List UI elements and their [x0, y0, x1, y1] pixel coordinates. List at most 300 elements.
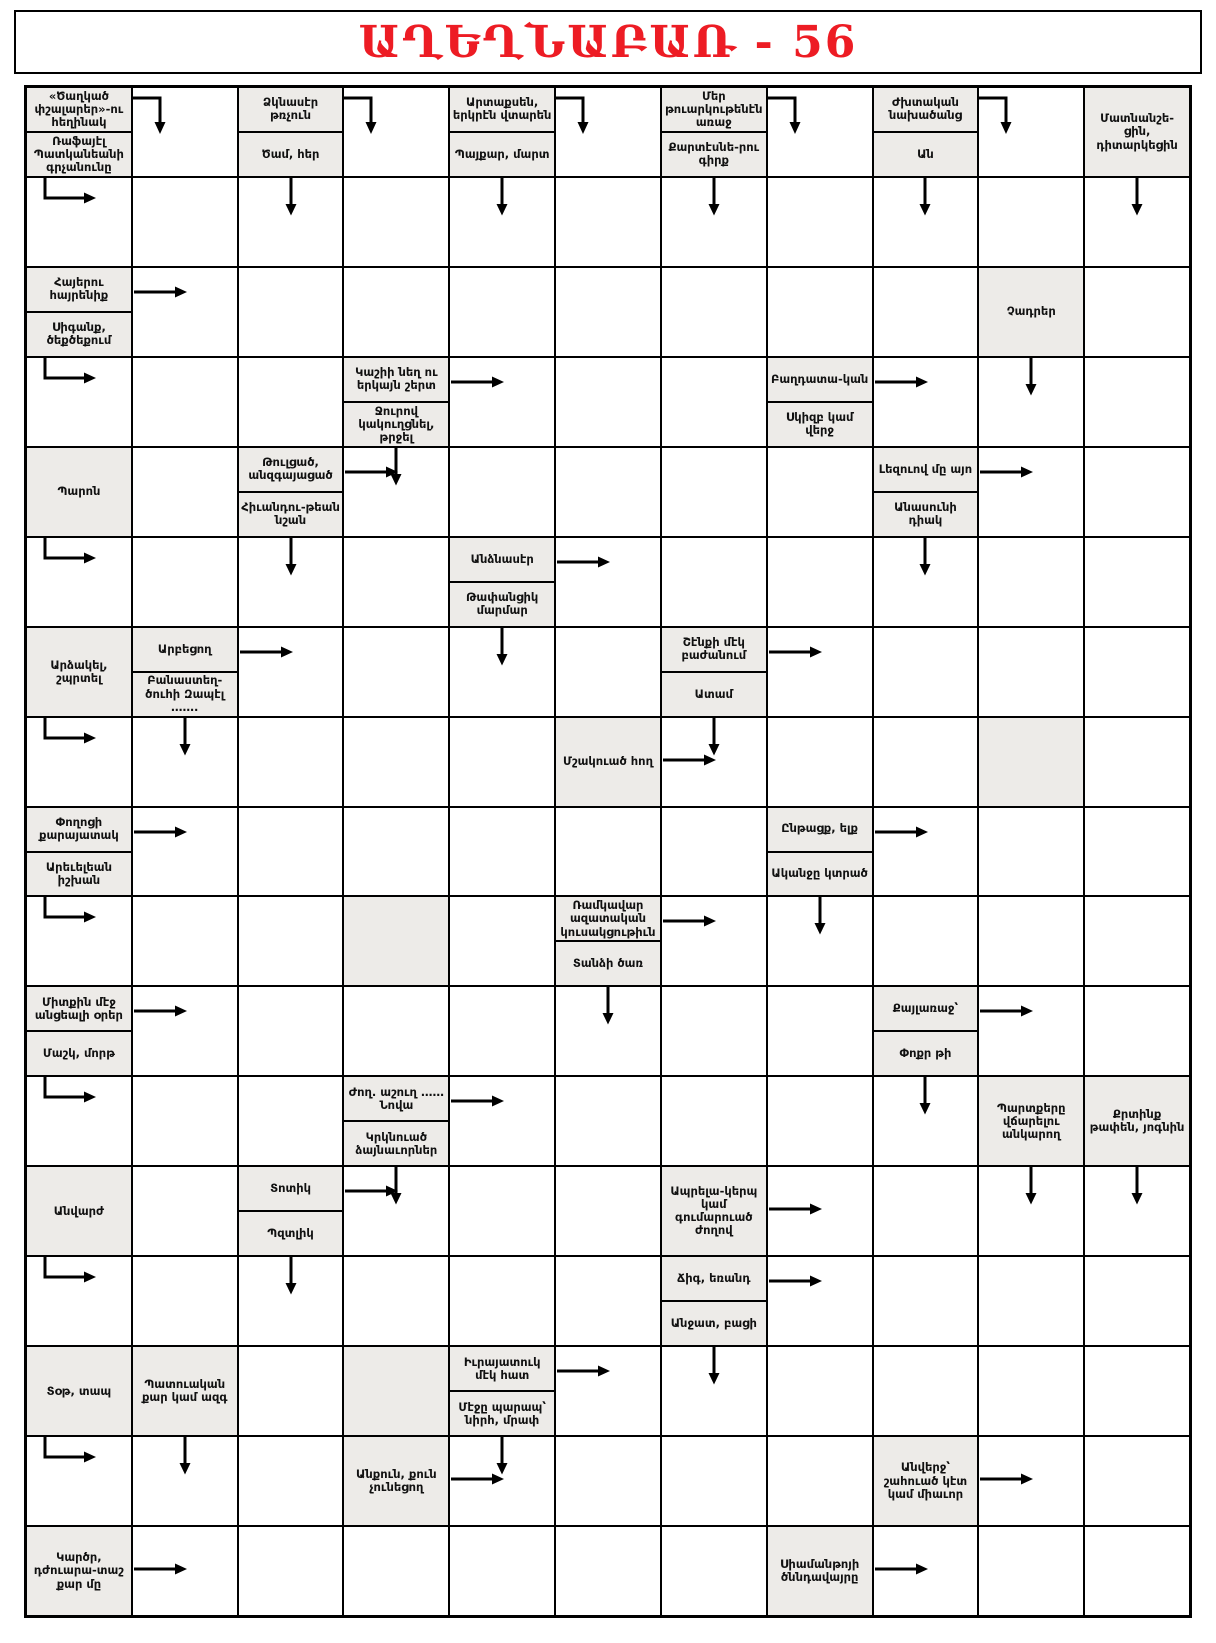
clue-bottom-text: Պզտլիկ	[267, 1226, 314, 1241]
answer-cell-r16c8[interactable]	[768, 1437, 872, 1525]
answer-cell-r2c10[interactable]	[979, 178, 1083, 266]
arrow-elbow-down-icon	[344, 96, 386, 136]
answer-cell-r17c7[interactable]	[662, 1527, 766, 1615]
arrow-right-icon	[451, 1473, 505, 1485]
answer-cell-r13c10[interactable]	[979, 1167, 1083, 1255]
answer-cell-r12c9[interactable]	[874, 1077, 978, 1165]
answer-cell-r8c8[interactable]	[768, 718, 872, 806]
answer-cell-r14c4[interactable]	[344, 1257, 448, 1345]
clue-bottom-text: Մաշկ, մորթ	[42, 1046, 115, 1061]
answer-cell-r6c7[interactable]	[662, 538, 766, 626]
clue-bottom-text: Կրկնուած ձայնաւորներ	[355, 1129, 438, 1157]
answer-cell-r17c5[interactable]	[450, 1527, 554, 1615]
clue-cell-r7c1	[27, 628, 131, 716]
answer-cell-r14c9[interactable]	[874, 1257, 978, 1345]
clue-text: Ապրելա-կերպ կամ գումարուած ժողով	[670, 1184, 758, 1238]
arrow-right-icon	[240, 646, 294, 658]
clue-cell-r17c1	[27, 1527, 131, 1615]
arrow-right-icon	[134, 1005, 188, 1017]
clue-cell-r3c10	[979, 268, 1083, 356]
clue-top-text: Ժող. աշուղ …… Նովա	[344, 1077, 448, 1122]
clue-top-text: Թուլցած, անզգայացած	[239, 448, 343, 493]
clue-text: Սիամանթոյի ծննդավայրը	[780, 1556, 860, 1585]
answer-cell-r4c3[interactable]	[239, 358, 343, 446]
arrow-down-icon	[179, 1437, 191, 1475]
clue-top-text: Կաշիի նեղ ու երկայն շերտ	[344, 358, 448, 403]
clue-top-text: Փողոցի քարայատակ	[27, 808, 131, 853]
answer-cell-r13c11[interactable]	[1085, 1167, 1189, 1255]
answer-cell-r1c2[interactable]	[133, 88, 237, 176]
answer-cell-r15c10[interactable]	[979, 1347, 1083, 1435]
answer-cell-r10c7[interactable]	[662, 897, 766, 985]
answer-cell-r11c7[interactable]	[662, 987, 766, 1075]
answer-cell-r3c6[interactable]	[556, 268, 660, 356]
answer-cell-r9c10[interactable]	[979, 808, 1083, 896]
clue-cell-r8c6	[556, 718, 660, 806]
clue-text: Չադրեր	[1006, 304, 1056, 319]
answer-cell-r11c10[interactable]	[979, 987, 1083, 1075]
clue-bottom-text: Ատամ	[694, 686, 733, 701]
answer-cell-r17c3[interactable]	[239, 1527, 343, 1615]
clue-cell-r9c1	[27, 808, 131, 896]
answer-cell-r8c3[interactable]	[239, 718, 343, 806]
clue-cell-r16c9	[874, 1437, 978, 1525]
arrow-down-icon	[285, 538, 297, 576]
arrow-down-icon	[1131, 178, 1143, 216]
answer-cell-r11c11[interactable]	[1085, 987, 1189, 1075]
clue-text: Պարտքերը վճարելու անկարող	[997, 1100, 1066, 1141]
arrow-down-icon	[496, 178, 508, 216]
answer-cell-r7c3[interactable]	[239, 628, 343, 716]
arrow-elbow-right-icon	[43, 358, 99, 388]
clue-bottom-text: Պայքար, մարտ	[454, 146, 550, 161]
clue-top-text: «Ծաղկած փշալարեր»-ու հեղինակ	[27, 88, 131, 133]
answer-cell-r2c8[interactable]	[768, 178, 872, 266]
clue-cell-r4c4	[344, 358, 448, 446]
answer-cell-r5c10[interactable]	[979, 448, 1083, 536]
arrow-right-icon	[875, 1563, 929, 1575]
answer-cell-r10c11[interactable]	[1085, 897, 1189, 985]
arrow-down-icon	[1025, 1167, 1037, 1205]
arrow-right-icon	[875, 826, 929, 838]
answer-cell-r10c8[interactable]	[768, 897, 872, 985]
answer-cell-r15c7[interactable]	[662, 1347, 766, 1435]
answer-cell-r7c5[interactable]	[450, 628, 554, 716]
arrow-down-icon	[285, 1257, 297, 1295]
answer-cell-r4c1[interactable]	[27, 358, 131, 446]
clue-bottom-text: Արեւելեան իշխան	[45, 859, 112, 887]
arrow-down-icon	[919, 538, 931, 576]
answer-cell-r7c10[interactable]	[979, 628, 1083, 716]
arrow-right-icon	[769, 646, 823, 658]
answer-cell-r4c6[interactable]	[556, 358, 660, 446]
answer-cell-r3c9[interactable]	[874, 268, 978, 356]
answer-cell-r3c8[interactable]	[768, 268, 872, 356]
answer-cell-r8c11[interactable]	[1085, 718, 1189, 806]
clue-bottom-text: Սկիզբ կամ վերջ	[785, 410, 854, 438]
answer-cell-r5c5[interactable]	[450, 448, 554, 536]
answer-cell-r10c2[interactable]	[133, 897, 237, 985]
arrow-elbow-right-icon	[43, 1077, 99, 1107]
answer-cell-r13c6[interactable]	[556, 1167, 660, 1255]
clue-cell-r12c4	[344, 1077, 448, 1165]
clue-bottom-text: Ջուրով կակուղցնել, թրջել	[358, 403, 435, 444]
blocked-cell	[344, 1347, 448, 1435]
answer-cell-r8c7[interactable]	[662, 718, 766, 806]
clue-bottom-text: Քարտէսնե-րու գիրք	[668, 140, 760, 168]
arrow-down-icon	[708, 718, 720, 756]
answer-cell-r10c3[interactable]	[239, 897, 343, 985]
answer-cell-r17c10[interactable]	[979, 1527, 1083, 1615]
answer-cell-r4c7[interactable]	[662, 358, 766, 446]
answer-cell-r5c2[interactable]	[133, 448, 237, 536]
clue-bottom-text: Անջատ, բացի	[670, 1316, 757, 1331]
arrow-elbow-down-icon	[979, 96, 1021, 136]
arrow-down-icon	[602, 987, 614, 1025]
answer-cell-r12c6[interactable]	[556, 1077, 660, 1165]
clue-text: Մշակուած հող	[563, 753, 653, 768]
answer-cell-r6c3[interactable]	[239, 538, 343, 626]
puzzle-grid	[24, 85, 1192, 1618]
clue-text: Մատնանշե-ցին, դիտարկեցին	[1096, 111, 1178, 152]
answer-cell-r14c10[interactable]	[979, 1257, 1083, 1345]
arrow-elbow-right-icon	[43, 1437, 99, 1467]
answer-cell-r9c11[interactable]	[1085, 808, 1189, 896]
answer-cell-r11c4[interactable]	[344, 987, 448, 1075]
clue-cell-r16c4	[344, 1437, 448, 1525]
answer-cell-r6c9[interactable]	[874, 538, 978, 626]
answer-cell-r1c4[interactable]	[344, 88, 448, 176]
clue-top-text: Իւրայատուկ մէկ հատ	[450, 1347, 554, 1392]
arrow-down-icon	[390, 1167, 402, 1205]
clue-bottom-text: Ծամ, հեր	[261, 146, 320, 161]
answer-cell-r17c9[interactable]	[874, 1527, 978, 1615]
answer-cell-r11c2[interactable]	[133, 987, 237, 1075]
answer-cell-r14c2[interactable]	[133, 1257, 237, 1345]
answer-cell-r9c5[interactable]	[450, 808, 554, 896]
answer-cell-r15c3[interactable]	[239, 1347, 343, 1435]
clue-top-text: Ընթացք, ելք	[768, 808, 872, 853]
clue-cell-r15c1	[27, 1347, 131, 1435]
arrow-right-icon	[875, 376, 929, 388]
arrow-right-icon	[980, 1005, 1034, 1017]
arrow-right-icon	[134, 1563, 188, 1575]
answer-cell-r16c5[interactable]	[450, 1437, 554, 1525]
arrow-right-icon	[134, 286, 188, 298]
arrow-down-icon	[708, 178, 720, 216]
answer-cell-r2c6[interactable]	[556, 178, 660, 266]
answer-cell-r2c3[interactable]	[239, 178, 343, 266]
answer-cell-r5c8[interactable]	[768, 448, 872, 536]
answer-cell-r12c7[interactable]	[662, 1077, 766, 1165]
answer-cell-r3c4[interactable]	[344, 268, 448, 356]
arrow-right-icon	[557, 556, 611, 568]
arrow-elbow-down-icon	[133, 96, 175, 136]
arrow-down-icon	[285, 178, 297, 216]
answer-cell-r2c4[interactable]	[344, 178, 448, 266]
clue-cell-r7c7	[662, 628, 766, 716]
clue-text: Տօթ, տապ	[46, 1383, 112, 1398]
clue-cell-r13c1	[27, 1167, 131, 1255]
answer-cell-r2c9[interactable]	[874, 178, 978, 266]
answer-cell-r16c2[interactable]	[133, 1437, 237, 1525]
answer-cell-r12c1[interactable]	[27, 1077, 131, 1165]
answer-cell-r16c6[interactable]	[556, 1437, 660, 1525]
arrow-elbow-down-icon	[556, 96, 598, 136]
answer-cell-r1c8[interactable]	[768, 88, 872, 176]
arrow-elbow-right-icon	[43, 718, 99, 748]
clue-cell-r5c3	[239, 448, 343, 536]
arrow-elbow-down-icon	[768, 96, 810, 136]
answer-cell-r16c1[interactable]	[27, 1437, 131, 1525]
clue-text: Արձակել, շպրտել	[50, 657, 108, 685]
clue-top-text: Բաղդատա-կան	[768, 358, 872, 403]
clue-cell-r4c8	[768, 358, 872, 446]
answer-cell-r16c10[interactable]	[979, 1437, 1083, 1525]
answer-cell-r15c11[interactable]	[1085, 1347, 1189, 1435]
answer-cell-r2c11[interactable]	[1085, 178, 1189, 266]
answer-cell-r7c6[interactable]	[556, 628, 660, 716]
answer-cell-r13c5[interactable]	[450, 1167, 554, 1255]
clue-cell-r1c11	[1085, 88, 1189, 176]
answer-cell-r11c6[interactable]	[556, 987, 660, 1075]
answer-cell-r8c1[interactable]	[27, 718, 131, 806]
answer-cell-r10c5[interactable]	[450, 897, 554, 985]
arrow-right-icon	[663, 754, 717, 766]
clue-bottom-text: Ան	[917, 146, 934, 161]
answer-cell-r9c7[interactable]	[662, 808, 766, 896]
arrow-down-icon	[1025, 358, 1037, 396]
answer-cell-r15c6[interactable]	[556, 1347, 660, 1435]
answer-cell-r8c4[interactable]	[344, 718, 448, 806]
clue-top-text: Միտքին մէջ անցեալի օրեր	[27, 987, 131, 1032]
answer-cell-r3c3[interactable]	[239, 268, 343, 356]
answer-cell-r14c3[interactable]	[239, 1257, 343, 1345]
clue-top-text: Լեզուով մը այո	[874, 448, 978, 493]
answer-cell-r3c7[interactable]	[662, 268, 766, 356]
clue-bottom-text: Հիւանդու-թեան նշան	[241, 500, 340, 528]
answer-cell-r7c4[interactable]	[344, 628, 448, 716]
answer-cell-r11c5[interactable]	[450, 987, 554, 1075]
arrow-down-icon	[496, 1437, 508, 1475]
answer-cell-r5c6[interactable]	[556, 448, 660, 536]
clue-text: Անվարժ	[53, 1203, 105, 1218]
clue-cell-r13c3	[239, 1167, 343, 1255]
arrow-down-icon	[390, 448, 402, 486]
clue-top-text: Ռամկավար ազատական կուսակցութիւն	[556, 897, 660, 942]
answer-cell-r15c9[interactable]	[874, 1347, 978, 1435]
clue-cell-r5c1	[27, 448, 131, 536]
answer-cell-r6c2[interactable]	[133, 538, 237, 626]
clue-cell-r15c5	[450, 1347, 554, 1435]
clue-text: Պարոն	[57, 484, 101, 499]
arrow-down-icon	[708, 1347, 720, 1385]
answer-cell-r7c9[interactable]	[874, 628, 978, 716]
answer-cell-r4c11[interactable]	[1085, 358, 1189, 446]
answer-cell-r3c5[interactable]	[450, 268, 554, 356]
arrow-right-icon	[345, 466, 399, 478]
clue-bottom-text: Տանձի ծառ	[572, 956, 644, 971]
clue-top-text: Անձնասէր	[450, 538, 554, 583]
answer-cell-r16c7[interactable]	[662, 1437, 766, 1525]
clue-text: Քրտինք թափեն, յոգնին	[1089, 1107, 1185, 1135]
clue-cell-r10c6	[556, 897, 660, 985]
answer-cell-r6c11[interactable]	[1085, 538, 1189, 626]
clue-cell-r15c2	[133, 1347, 237, 1435]
clue-cell-r1c7	[662, 88, 766, 176]
answer-cell-r5c11[interactable]	[1085, 448, 1189, 536]
answer-cell-r13c4[interactable]	[344, 1167, 448, 1255]
answer-cell-r9c6[interactable]	[556, 808, 660, 896]
clue-cell-r9c8	[768, 808, 872, 896]
answer-cell-r1c6[interactable]	[556, 88, 660, 176]
answer-cell-r3c11[interactable]	[1085, 268, 1189, 356]
clue-text: Անվերջ՝ շահուած կէտ կամ միաւոր	[883, 1460, 968, 1501]
answer-cell-r2c5[interactable]	[450, 178, 554, 266]
answer-cell-r9c3[interactable]	[239, 808, 343, 896]
puzzle-title: ԱՂԵՂՆԱԲԱՌ - 56	[358, 16, 858, 68]
clue-top-text: Արտաքսեն, երկրէն վտարեն	[450, 88, 554, 133]
arrow-right-icon	[451, 1095, 505, 1107]
answer-cell-r2c1[interactable]	[27, 178, 131, 266]
arrow-right-icon	[980, 466, 1034, 478]
answer-cell-r13c8[interactable]	[768, 1167, 872, 1255]
clue-cell-r12c10	[979, 1077, 1083, 1165]
answer-cell-r6c6[interactable]	[556, 538, 660, 626]
answer-cell-r10c10[interactable]	[979, 897, 1083, 985]
answer-cell-r5c7[interactable]	[662, 448, 766, 536]
answer-cell-r7c11[interactable]	[1085, 628, 1189, 716]
answer-cell-r4c10[interactable]	[979, 358, 1083, 446]
answer-cell-r6c1[interactable]	[27, 538, 131, 626]
answer-cell-r15c8[interactable]	[768, 1347, 872, 1435]
answer-cell-r17c4[interactable]	[344, 1527, 448, 1615]
answer-cell-r4c2[interactable]	[133, 358, 237, 446]
answer-cell-r2c2[interactable]	[133, 178, 237, 266]
clue-cell-r1c1	[27, 88, 131, 176]
clue-bottom-text: Ականջը կտրած	[771, 866, 868, 881]
answer-cell-r7c8[interactable]	[768, 628, 872, 716]
answer-cell-r6c4[interactable]	[344, 538, 448, 626]
answer-cell-r14c6[interactable]	[556, 1257, 660, 1345]
answer-cell-r6c10[interactable]	[979, 538, 1083, 626]
answer-cell-r12c3[interactable]	[239, 1077, 343, 1165]
answer-cell-r16c3[interactable]	[239, 1437, 343, 1525]
arrow-right-icon	[345, 1185, 399, 1197]
clue-cell-r1c9	[874, 88, 978, 176]
answer-cell-r12c8[interactable]	[768, 1077, 872, 1165]
clue-top-text: Շէնքի մէկ բաժանում	[662, 628, 766, 673]
clue-top-text: Արբեցող	[133, 628, 237, 673]
clue-cell-r11c9	[874, 987, 978, 1075]
clue-cell-r5c9	[874, 448, 978, 536]
answer-cell-r8c5[interactable]	[450, 718, 554, 806]
clue-top-text: Տոտիկ	[239, 1167, 343, 1212]
answer-cell-r4c9[interactable]	[874, 358, 978, 446]
answer-cell-r17c11[interactable]	[1085, 1527, 1189, 1615]
answer-cell-r1c10[interactable]	[979, 88, 1083, 176]
answer-cell-r13c2[interactable]	[133, 1167, 237, 1255]
clue-text: Անքուն, քուն չունեցող	[356, 1466, 437, 1495]
clue-bottom-text: Բանաստեղ-ծուհի Զապէլ …….	[145, 673, 225, 714]
answer-cell-r11c3[interactable]	[239, 987, 343, 1075]
answer-cell-r11c8[interactable]	[768, 987, 872, 1075]
answer-cell-r9c4[interactable]	[344, 808, 448, 896]
clue-top-text: Ձկնասէր թռչուն	[239, 88, 343, 133]
clue-bottom-text: Փոքր թի	[899, 1046, 952, 1061]
clue-bottom-text: Սիգանք, ծեքծեքում	[46, 320, 112, 348]
arrow-elbow-right-icon	[43, 178, 99, 208]
arrow-elbow-right-icon	[43, 897, 99, 927]
arrow-down-icon	[179, 718, 191, 756]
blocked-cell	[344, 897, 448, 985]
clue-cell-r13c7	[662, 1167, 766, 1255]
answer-cell-r10c1[interactable]	[27, 897, 131, 985]
answer-cell-r2c7[interactable]	[662, 178, 766, 266]
answer-cell-r14c5[interactable]	[450, 1257, 554, 1345]
answer-cell-r17c6[interactable]	[556, 1527, 660, 1615]
answer-cell-r3c2[interactable]	[133, 268, 237, 356]
answer-cell-r12c2[interactable]	[133, 1077, 237, 1165]
answer-cell-r8c2[interactable]	[133, 718, 237, 806]
answer-cell-r14c8[interactable]	[768, 1257, 872, 1345]
answer-cell-r14c1[interactable]	[27, 1257, 131, 1345]
answer-cell-r5c4[interactable]	[344, 448, 448, 536]
arrow-right-icon	[663, 915, 717, 927]
clue-bottom-text: Անասունի դիակ	[894, 500, 957, 528]
answer-cell-r10c9[interactable]	[874, 897, 978, 985]
clue-bottom-text: Ռաֆայէլ Պատկանեանի գրչանունը	[33, 133, 124, 174]
answer-cell-r17c2[interactable]	[133, 1527, 237, 1615]
arrow-right-icon	[451, 376, 505, 388]
arrow-right-icon	[980, 1473, 1034, 1485]
arrow-right-icon	[769, 1203, 823, 1215]
answer-cell-r13c9[interactable]	[874, 1167, 978, 1255]
clue-cell-r1c3	[239, 88, 343, 176]
title-box	[14, 10, 1202, 74]
answer-cell-r8c9[interactable]	[874, 718, 978, 806]
clue-text: Կարծր, դժուարա-տաշ քար մը	[33, 1550, 124, 1591]
arrow-down-icon	[919, 1077, 931, 1115]
clue-text: Պատուական քար կամ ազգ	[141, 1377, 228, 1405]
answer-cell-r6c8[interactable]	[768, 538, 872, 626]
clue-bottom-text: Թափանցիկ մարմար	[466, 590, 539, 618]
arrow-down-icon	[919, 178, 931, 216]
arrow-right-icon	[557, 1365, 611, 1377]
arrow-right-icon	[134, 826, 188, 838]
clue-top-text: Ժխտական նախածանց	[874, 88, 978, 133]
arrow-down-icon	[814, 897, 826, 935]
clue-cell-r1c5	[450, 88, 554, 176]
clue-cell-r12c11	[1085, 1077, 1189, 1165]
arrow-elbow-right-icon	[43, 538, 99, 568]
clue-cell-r6c5	[450, 538, 554, 626]
clue-top-text: Մեր թուարկութենէն առաջ	[662, 88, 766, 133]
answer-cell-r14c11[interactable]	[1085, 1257, 1189, 1345]
answer-cell-r9c2[interactable]	[133, 808, 237, 896]
clue-cell-r17c8	[768, 1527, 872, 1615]
answer-cell-r16c11[interactable]	[1085, 1437, 1189, 1525]
arrow-down-icon	[496, 628, 508, 666]
answer-cell-r12c5[interactable]	[450, 1077, 554, 1165]
clue-top-text: Ճիգ, եռանդ	[662, 1257, 766, 1302]
answer-cell-r4c5[interactable]	[450, 358, 554, 446]
answer-cell-r9c9[interactable]	[874, 808, 978, 896]
arrow-down-icon	[1131, 1167, 1143, 1205]
arrow-elbow-right-icon	[43, 1257, 99, 1287]
clue-top-text: Քայլառաջ՝	[874, 987, 978, 1032]
clue-cell-r14c7	[662, 1257, 766, 1345]
